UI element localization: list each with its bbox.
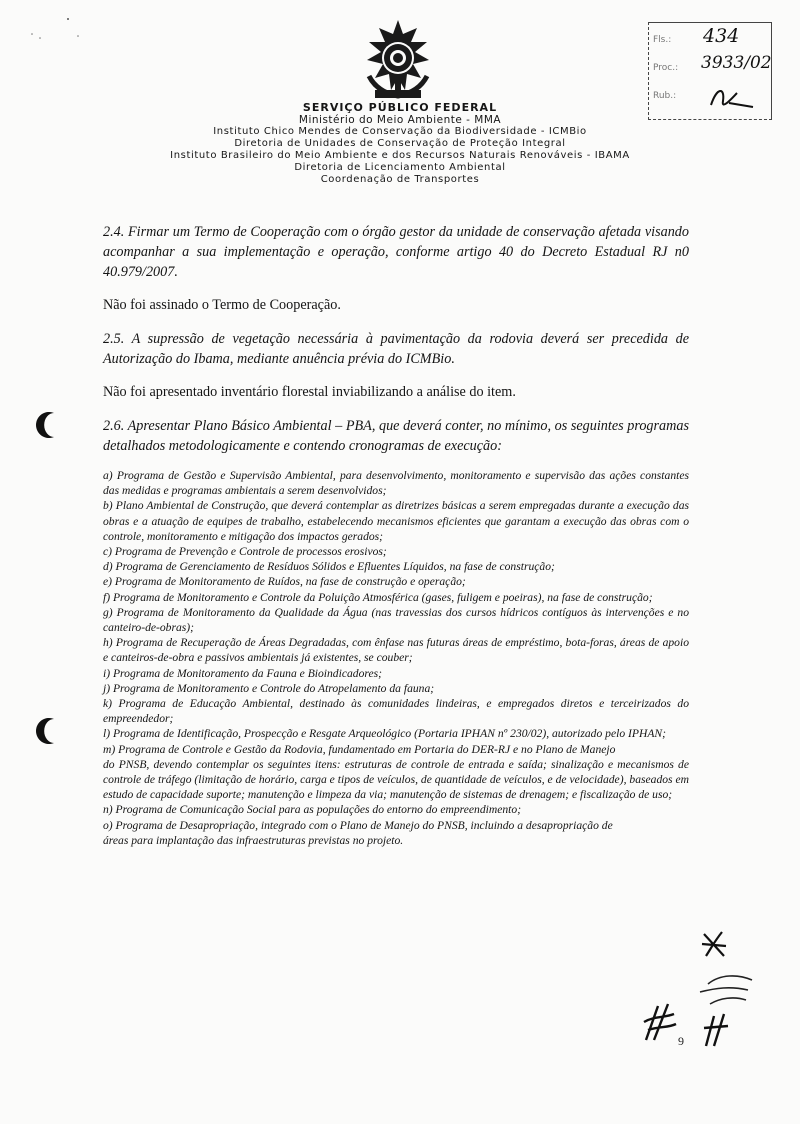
document-body: [103, 222, 689, 848]
list-item: f) Programa de Monitoramento e Controle da Poluição Atmosférica (gases, fuligem e poeiras), na fase de construção;: [103, 590, 653, 604]
list-item: i) Programa de Monitoramento da Fauna e Bioindicadores;: [103, 666, 382, 680]
brazil-coat-of-arms-icon: [355, 18, 441, 104]
list-item: j) Programa de Monitoramento e Controle do Atropelamento da fauna;: [103, 681, 435, 695]
institution-line: Coordenação de Transportes: [320, 174, 480, 185]
institution-line: Diretoria de Unidades de Conservação de Proteção Integral: [234, 138, 566, 149]
requirement-2-5: 2.5. A supressão de vegetação necessária à pavimentação da rodovia deverá ser precedida de Autorização do Ibama, mediante anuência prévia do ICMBio.: [103, 331, 689, 367]
list-item: o) Programa de Desapropriação, integrado com o Plano de Manejo do PNSB, incluindo a desapropriação de: [103, 818, 613, 832]
list-item: c) Programa de Prevenção e Controle de processos erosivos;: [103, 545, 387, 559]
list-item: g) Programa de Monitoramento da Qualidade da Água (nas travessias dos cursos hídricos contíguos às intervenções e no canteiro-de-obras);: [103, 605, 689, 635]
list-item: do PNSB, devendo contemplar os seguintes itens: estruturas de controle de entrada e saída; sinalização e mecanismos de controle de tráfego (limitação de horário, carga e tipos de veículos, de quantidade de veículos, e de velocidade), baseados em estudo de capacidade suporte; manutenção e limpeza da via; manutenção de sistemas de drenagem; e fiscalização de uso;: [103, 757, 689, 802]
list-item: k) Programa de Educação Ambiental, destinado às comunidades lindeiras, e empregados diretos e terceirizados do empreendedor;: [103, 697, 689, 726]
list-item: a) Programa de Gestão e Supervisão Ambiental, para desenvolvimento, monitoramento e supervisão das ações constantes das medidas e programas ambientais a serem desenvolvidos;: [103, 469, 689, 498]
stamp-fls-label: Fls.:: [653, 35, 672, 45]
institution-line: Instituto Chico Mendes de Conservação da Biodiversidade - ICMBio: [213, 126, 587, 137]
response-2-4: Não foi assinado o Termo de Cooperação.: [103, 297, 341, 313]
punch-hole-mark: [34, 410, 60, 440]
stamp-proc-label: Proc.:: [653, 63, 679, 73]
punch-hole-mark: [34, 716, 60, 746]
scan-specks: [20, 14, 90, 44]
stamp-fls-value: 434: [703, 25, 740, 47]
list-item: m) Programa de Controle e Gestão da Rodovia, fundamentado em Portaria do DER-RJ e no Plano de Manejo: [103, 742, 616, 756]
list-item: n) Programa de Comunicação Social para as populações do entorno do empreendimento;: [103, 803, 522, 817]
stamp-rub-label: Rub.:: [653, 91, 677, 101]
folio-stamp: [648, 22, 772, 120]
list-item: e) Programa de Monitoramento de Ruídos, na fase de construção e operação;: [103, 575, 466, 589]
institution-line: Instituto Brasileiro do Meio Ambiente e dos Recursos Naturais Renováveis - IBAMA: [170, 150, 630, 161]
letterhead: [100, 100, 700, 186]
initials-signature: [698, 1010, 734, 1050]
stamp-proc-value: 3933/02: [701, 53, 772, 73]
list-item: áreas para implantação das infraestruturas previstas no projeto.: [103, 833, 404, 847]
service-title: SERVIÇO PÚBLICO FEDERAL: [302, 101, 498, 114]
ministry-name: Ministério do Meio Ambiente - MMA: [298, 114, 502, 126]
initials-signature: [640, 1000, 680, 1044]
list-item: h) Programa de Recuperação de Áreas Degradadas, com ênfase nas futuras áreas de empréstimo, bota-foras, áreas de apoio e canteiros-de-obra e passivos ambientais já existentes, se couber;: [103, 636, 689, 665]
list-item: l) Programa de Identificação, Prospecção e Resgate Arqueológico (Portaria IPHAN nº 230/02), autorizado pelo IPHAN;: [103, 727, 667, 741]
list-item: b) Plano Ambiental de Construção, que deverá contemplar as diretrizes básicas a serem empregadas durante a execução das obras e a atuação de equipes de trabalho, estabelecendo mecanismos eficientes que garantam a execução das obras com o controle, monitoramento e mitigação dos impactos gerados;: [103, 499, 689, 543]
institution-line: Diretoria de Licenciamento Ambiental: [294, 162, 506, 173]
requirement-2-6: 2.6. Apresentar Plano Básico Ambiental – PBA, que deverá conter, no mínimo, os seguintes programas detalhados metodologicamente e contendo cronogramas de execução:: [103, 418, 689, 454]
initials-signature: [690, 970, 760, 1010]
page-number: 9: [678, 1034, 684, 1048]
initials-signature: [700, 928, 730, 960]
program-list: [103, 468, 689, 848]
requirement-2-4: 2.4. Firmar um Termo de Cooperação com o órgão gestor da unidade de conservação afetada visando acompanhar a sua implementação e operação, conforme artigo 40 do Decreto Estadual RJ n0 40.979/2007.: [103, 224, 689, 280]
response-2-5: Não foi apresentado inventário florestal inviabilizando a análise do item.: [103, 384, 516, 400]
stamp-initials-signature: [707, 83, 757, 113]
list-item: d) Programa de Gerenciamento de Resíduos Sólidos e Efluentes Líquidos, na fase de construção;: [103, 560, 555, 574]
